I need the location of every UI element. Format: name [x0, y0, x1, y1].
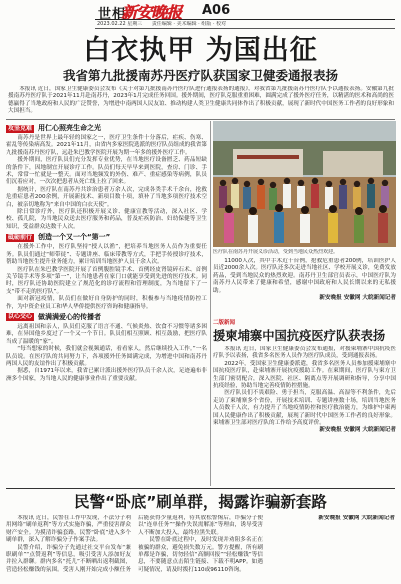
- section-title: 做满满爱心的传播者: [38, 312, 102, 321]
- bottom-story-title: 民警“卧底”刷单群，揭露诈骗新套路: [74, 493, 327, 511]
- paragraph: 医疗队在朱巴教学医院开展了首例腹腔镜手术、首例经皮肾镜碎石术、首例关节镜手术等多项“第一”，让当地患者在家门口就能享受到先进的医疗技术。同时，医疗队还协助医院建立了规范化的诊疗流程和管理制度，为当地留下了一支“带不走的医疗队”。: [6, 266, 207, 295]
- paragraph: 南苏丹是世界上最年轻的国家之一，医疗卫生条件十分落后，疟疾、伤寒、霍乱等传染病高发。2021年11月，由省内多家医院选派的医疗队员组成的我省第九批援南苏丹医疗队，远赴朱巴教学医院开展为期一年多的援外医疗工作。: [6, 135, 207, 156]
- divider: [6, 119, 395, 120]
- paragraph: 据统计，医疗队在南苏丹共诊治患者万余人次，完成各类手术千余台，抢救危重症患者200余例，开展新技术、新项目数十项，填补了当地多项医疗技术空白，被亲切地称为“来自中国的白衣天使”。: [6, 186, 207, 208]
- editors: 责任编辑 · 美术编辑 · 组版 · 校对: [151, 21, 227, 27]
- paragraph: 民警在卧底过程中，及时发现并劝阻多名正在被骗的群众，避免损失数万元。警方提醒，所有刷单都是诈骗，切勿轻信“高额回报”“轻松赚钱”等信息，不要随意点击陌生链接、下载不明APP。如遇可疑情况，请及时拨打110或96110咨询。: [138, 537, 263, 573]
- right-column-text: [213, 258, 396, 318]
- section-tag: 攻坚克难: [8, 124, 33, 132]
- byline: 新安晚报 安徽网 大皖新闻记者: [319, 295, 396, 302]
- photo-caption: 医疗队在南苏丹开展义诊活动，受到当地民众热烈欢迎。: [213, 249, 339, 255]
- lead-text: 本报讯 近日，国家卫生健康委员会发布《关于对第九批援南苏丹医疗队进行通报表扬的通报》，对我省第九批援南苏丹医疗队予以通报表扬。安徽第九批援南苏丹医疗队于2021年11月赴南苏丹，2023年1月完成任务回国。援外期间，医疗队克服重重困难，圆满完成了援外医疗任务，以精湛的医术和高尚的医德赢得了当地政府和人民的广泛赞誉，为增进中南两国人民友谊、推动构建人类卫生健康共同体作出了积极贡献，展现了新时代中国医务工作者的良好形象和大国担当。: [8, 86, 394, 115]
- newspaper-logo: 新安晚报: [121, 3, 182, 22]
- byline: 新安晚报 安徽网 大皖新闻记者: [318, 515, 395, 521]
- paragraph: “每当想家的时候，我们就会视频通话，看看家人，然后继续投入工作。”一名队员说。在医疗队的共同努力下，各项援外任务圆满完成，为增进中国和南苏丹两国人民的友谊作出了积极贡献。: [6, 346, 207, 367]
- bottom-story-text: [6, 515, 395, 581]
- masthead-rule-thin: [95, 28, 395, 29]
- paragraph: 2022年，受国家卫生健康委派遣，我省多名医务人员参加援柬埔寨中国抗疫医疗队，赴柬埔寨开展抗疫援助工作。在柬期间，医疗队与柬方卫生部门密切配合，深入医院、社区、隔离点等开展调研和指导，分享中国抗疫经验，协助当地完善疫情防控措施。: [213, 360, 396, 390]
- paragraph: 除日常诊疗外，医疗队还积极开展义诊、健康宣教等活动，深入社区、学校、孤儿院，为当地民众送去医疗服务和药品，普及疟疾防治、妇幼保健等卫生知识，受益群众达数千人次。: [6, 209, 207, 230]
- paragraph: 据悉，自1971年以来，我省已累计派出援外医疗队员千余人次，足迹遍布非洲多个国家，为当地人民的健康事业作出了重要贡献。: [6, 368, 207, 382]
- section-title: 创造一个又一个“第一”: [38, 233, 111, 242]
- second-story-title: 援柬埔寨中国抗疫医疗队获表扬: [213, 329, 386, 343]
- news-photo: [213, 121, 396, 247]
- byline: 新安晚报 安徽网 大皖新闻记者: [319, 427, 396, 434]
- section-header: [6, 313, 207, 322]
- kicker: 二版新闻: [213, 320, 236, 326]
- date: 2023.02.22 星期三: [97, 21, 143, 27]
- photo-tent: [323, 151, 383, 177]
- section-tag: 砥砺前行: [8, 233, 33, 241]
- paragraph: 民警介绍，诈骗分子先通过社交平台发布“兼职刷单”“点赞返利”等信息，吸引受害人添加好友并拉入群聊。群内多名“托儿”不断晒出返利截图，营造轻松赚钱的氛围。受害人刚开始完成小额任务后能获得少量返利，待其放松警惕后，诈骗分子便以“连单任务”“操作失误需解冻”等理由，诱导受害人不断加大投入，最终拉黑失联。: [6, 515, 263, 573]
- section-header: [6, 233, 207, 242]
- left-column: [6, 122, 207, 486]
- column-divider: [210, 121, 211, 486]
- bottom-divider: [6, 488, 395, 489]
- paragraph: 本报讯 近日，国家卫生健康委员会发布通报，对援柬埔寨中国抗疫医疗队予以表扬，我省多名医务人员作为医疗队成员，受到通报表扬。: [213, 346, 396, 360]
- second-story-text: [213, 346, 396, 486]
- paragraph: 援外期间，医疗队员们充分发挥专业优势，在当地医疗设备匮乏、药品短缺的条件下，因地制宜开展诊疗工作。队员们每天早早来到医院，查房、门诊、手术，常常一忙就是一整天。面对当地频发的外伤、难产、重症感染等病例，队员们沉着应对，一次次把患者从死亡线上拉了回来。: [6, 157, 207, 186]
- paragraph: 医疗队员们不畏艰险、勇于担当，克服高温、高湿等不利条件，先后走访了柬埔寨多个省份，开展技术培训、专题讲座数十场，培训当地医务人员数千人次，有力提升了当地疫情防控和医疗救治能力，为维护中柬两国人民健康作出了积极贡献，展现了新时代中国医务工作者的良好形象。柬埔寨卫生部对医疗队的工作给予高度评价。: [213, 390, 396, 427]
- section-title: 用仁心照亮生命之光: [38, 124, 102, 132]
- paragraph: 面对新冠疫情，队员们在做好自身防护的同时，积极参与当地疫情防控工作，为中资企业员工和华人华侨提供医疗咨询和健康指导。: [6, 296, 207, 310]
- page-number: A06: [202, 3, 231, 18]
- main-subheadline: 我省第九批援南苏丹医疗队获国家卫健委通报表扬: [62, 68, 338, 83]
- dateline: [97, 21, 395, 27]
- section-header: [6, 124, 207, 133]
- paragraph: 11000人次，其中手术近千台例，抢救危重患者200例，培训医护人员近2000余人次。医疗队还多次走进当地社区、学校开展义诊，免费发放药品，受到当地民众的热烈欢迎。南苏丹卫生部官员表示，中国医疗队为南苏丹人民带来了健康和希望，感谢中国政府和人民长期以来的无私援助。: [213, 258, 396, 294]
- paragraph: 在援外工作中，医疗队坚持“授人以渔”，把培养当地医务人员作为重要任务。队员们通过“师带徒”、专题讲座、临床带教等方式，手把手传授诊疗技术，帮助当地医生提升业务能力，累计培训当地医护人员千余人次。: [6, 244, 207, 266]
- section-tag: 以心交心: [8, 313, 33, 321]
- main-headline: 白衣执甲 为国出征: [83, 35, 318, 66]
- paragraph: 本报讯 近日，民警在工作中发现，不法分子利用网络“刷单返利”等方式实施诈骗，严重侵害群众财产安全。为摸清诈骗套路，民警“卧底”进入多个刷单群，深入了解诈骗分子作案手法。: [6, 515, 131, 544]
- lead-paragraph: [8, 86, 394, 117]
- photo-building: [233, 149, 303, 179]
- masthead-rule: [95, 19, 395, 20]
- paragraph: 远离祖国和亲人，队员们克服了语言不通、气候炎热、饮食不习惯等诸多困难，在异国他乡度过了一个又一个节日。队员们相互照顾、相互鼓励，把医疗队当成了温暖的“家”。: [6, 323, 207, 345]
- section-name: 世相: [98, 7, 127, 22]
